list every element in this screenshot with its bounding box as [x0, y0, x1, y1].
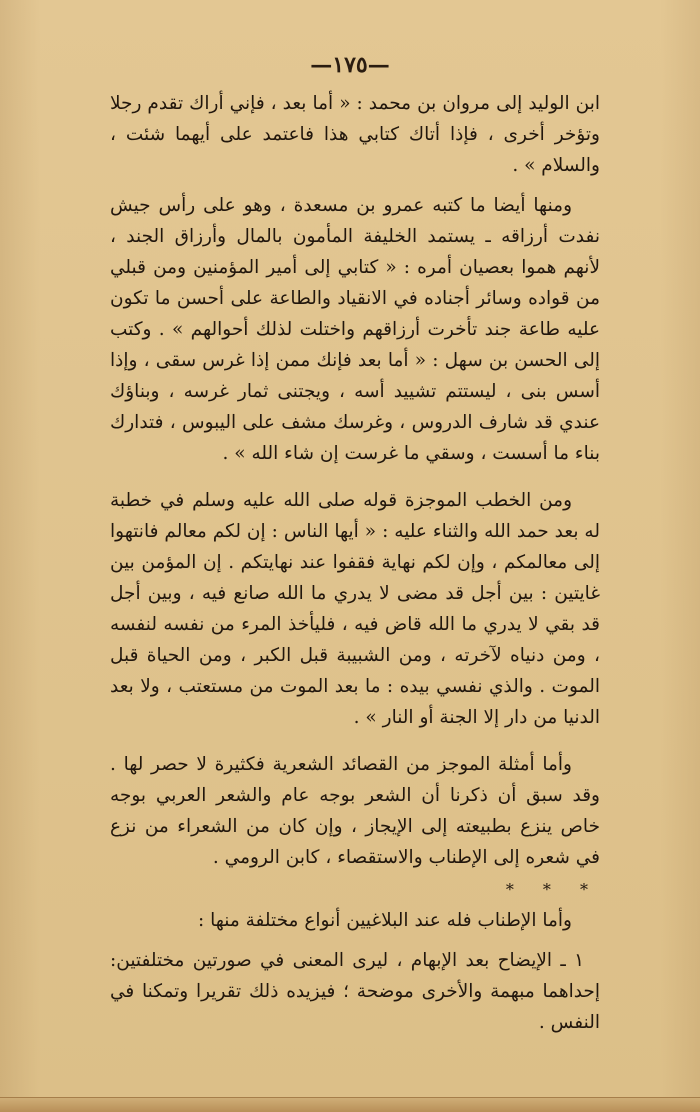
paragraph-amr-ibn-masada: ومنها أيضا ما كتبه عمرو بن مسعدة ، وهو على رأس جيش نفدت أرزاقه ـ يستمد الخليفة المأمون بالمال وأرزاق الجند ، لأنهم هموا بعصيان أمره : « كتابي إلى أمير المؤمنين ومن قبلي من قواده وسائر أجناده في الانقياد والطاعة على أحسن ما تكون عليه طاعة جند تأخرت أرزاقهم واختلت لذلك أحوالهم » . وكتب إلى الحسن بن سهل : « أما بعد فإنك ممن إذا غرس سقى ، وإذا أسس بنى ، ليستتم تشييد أسه ، ويجتنى ثمار غرسه ، وبناؤك عندي قد شارف الدروس ، وغرسك مشف على اليبوس ، فتدارك بناء ما أسست ، وسقي ما غرست إن شاء الله » .: [110, 195, 600, 464]
numbered-item-1: ١ ـ الإيضاح بعد الإبهام ، ليرى المعنى في صورتين مختلفتين: إحداهما مبهمة والأخرى موضحة ؛ فيزيده ذلك تقريرا وتمكنا في النفس .: [110, 950, 600, 1033]
paragraph-gap: [110, 733, 600, 749]
section-separator: * * *: [505, 880, 600, 899]
paragraph-concise-sermons: ومن الخطب الموجزة قوله صلى الله عليه وسلم في خطبة له بعد حمد الله والثناء عليه : « أيها الناس : إن لكم معالم فانتهوا إلى معالمكم ، وإن لكم نهاية فقفوا عند نهايتكم . إن المؤمن بين غايتين : بين أجل قد مضى لا يدري ما الله صانع فيه ، وبين أجل قد بقي لا يدري ما الله قاض فيه ، فليأخذ المرء من نفسه لنفسه ، ومن دنياه لآخرته ، ومن الشبيبة قبل الكبر ، ومن الحياة قبل الموت . والذي نفسي بيده : ما بعد الموت من مستعتب ، ولا بعد الدنيا من دار إلا الجنة أو النار » .: [110, 490, 600, 728]
section-intro: وأما الإطناب فله عند البلاغيين أنواع مختلفة منها :: [197, 910, 572, 931]
paragraph-gap: [110, 181, 600, 190]
paragraph-concise-poetry: وأما أمثلة الموجز من القصائد الشعرية فكثيرة لا حصر لها . وقد سبق أن ذكرنا أن الشعر بوجه عام والشعر العربي بوجه خاص ينزع بطبيعته إلى الإيجاز ، وإن كان من الشعراء من نزع في شعره إلى الإطناب والاستقصاء ، كابن الرومي .: [110, 754, 600, 868]
paragraph-gap: [110, 936, 600, 945]
page-number: —١٧٥—: [310, 52, 390, 78]
paragraph-gap: [110, 469, 600, 485]
page-bottom-edge: [0, 1097, 700, 1112]
page-body: [110, 88, 600, 1038]
paragraph-letter-continuation: ابن الوليد إلى مروان بن محمد : « أما بعد ، فإني أراك تقدم رجلا وتؤخر أخرى ، فإذا أتاك كتابي هذا فاعتمد على أيهما شئت ، والسلام » .: [110, 93, 600, 176]
